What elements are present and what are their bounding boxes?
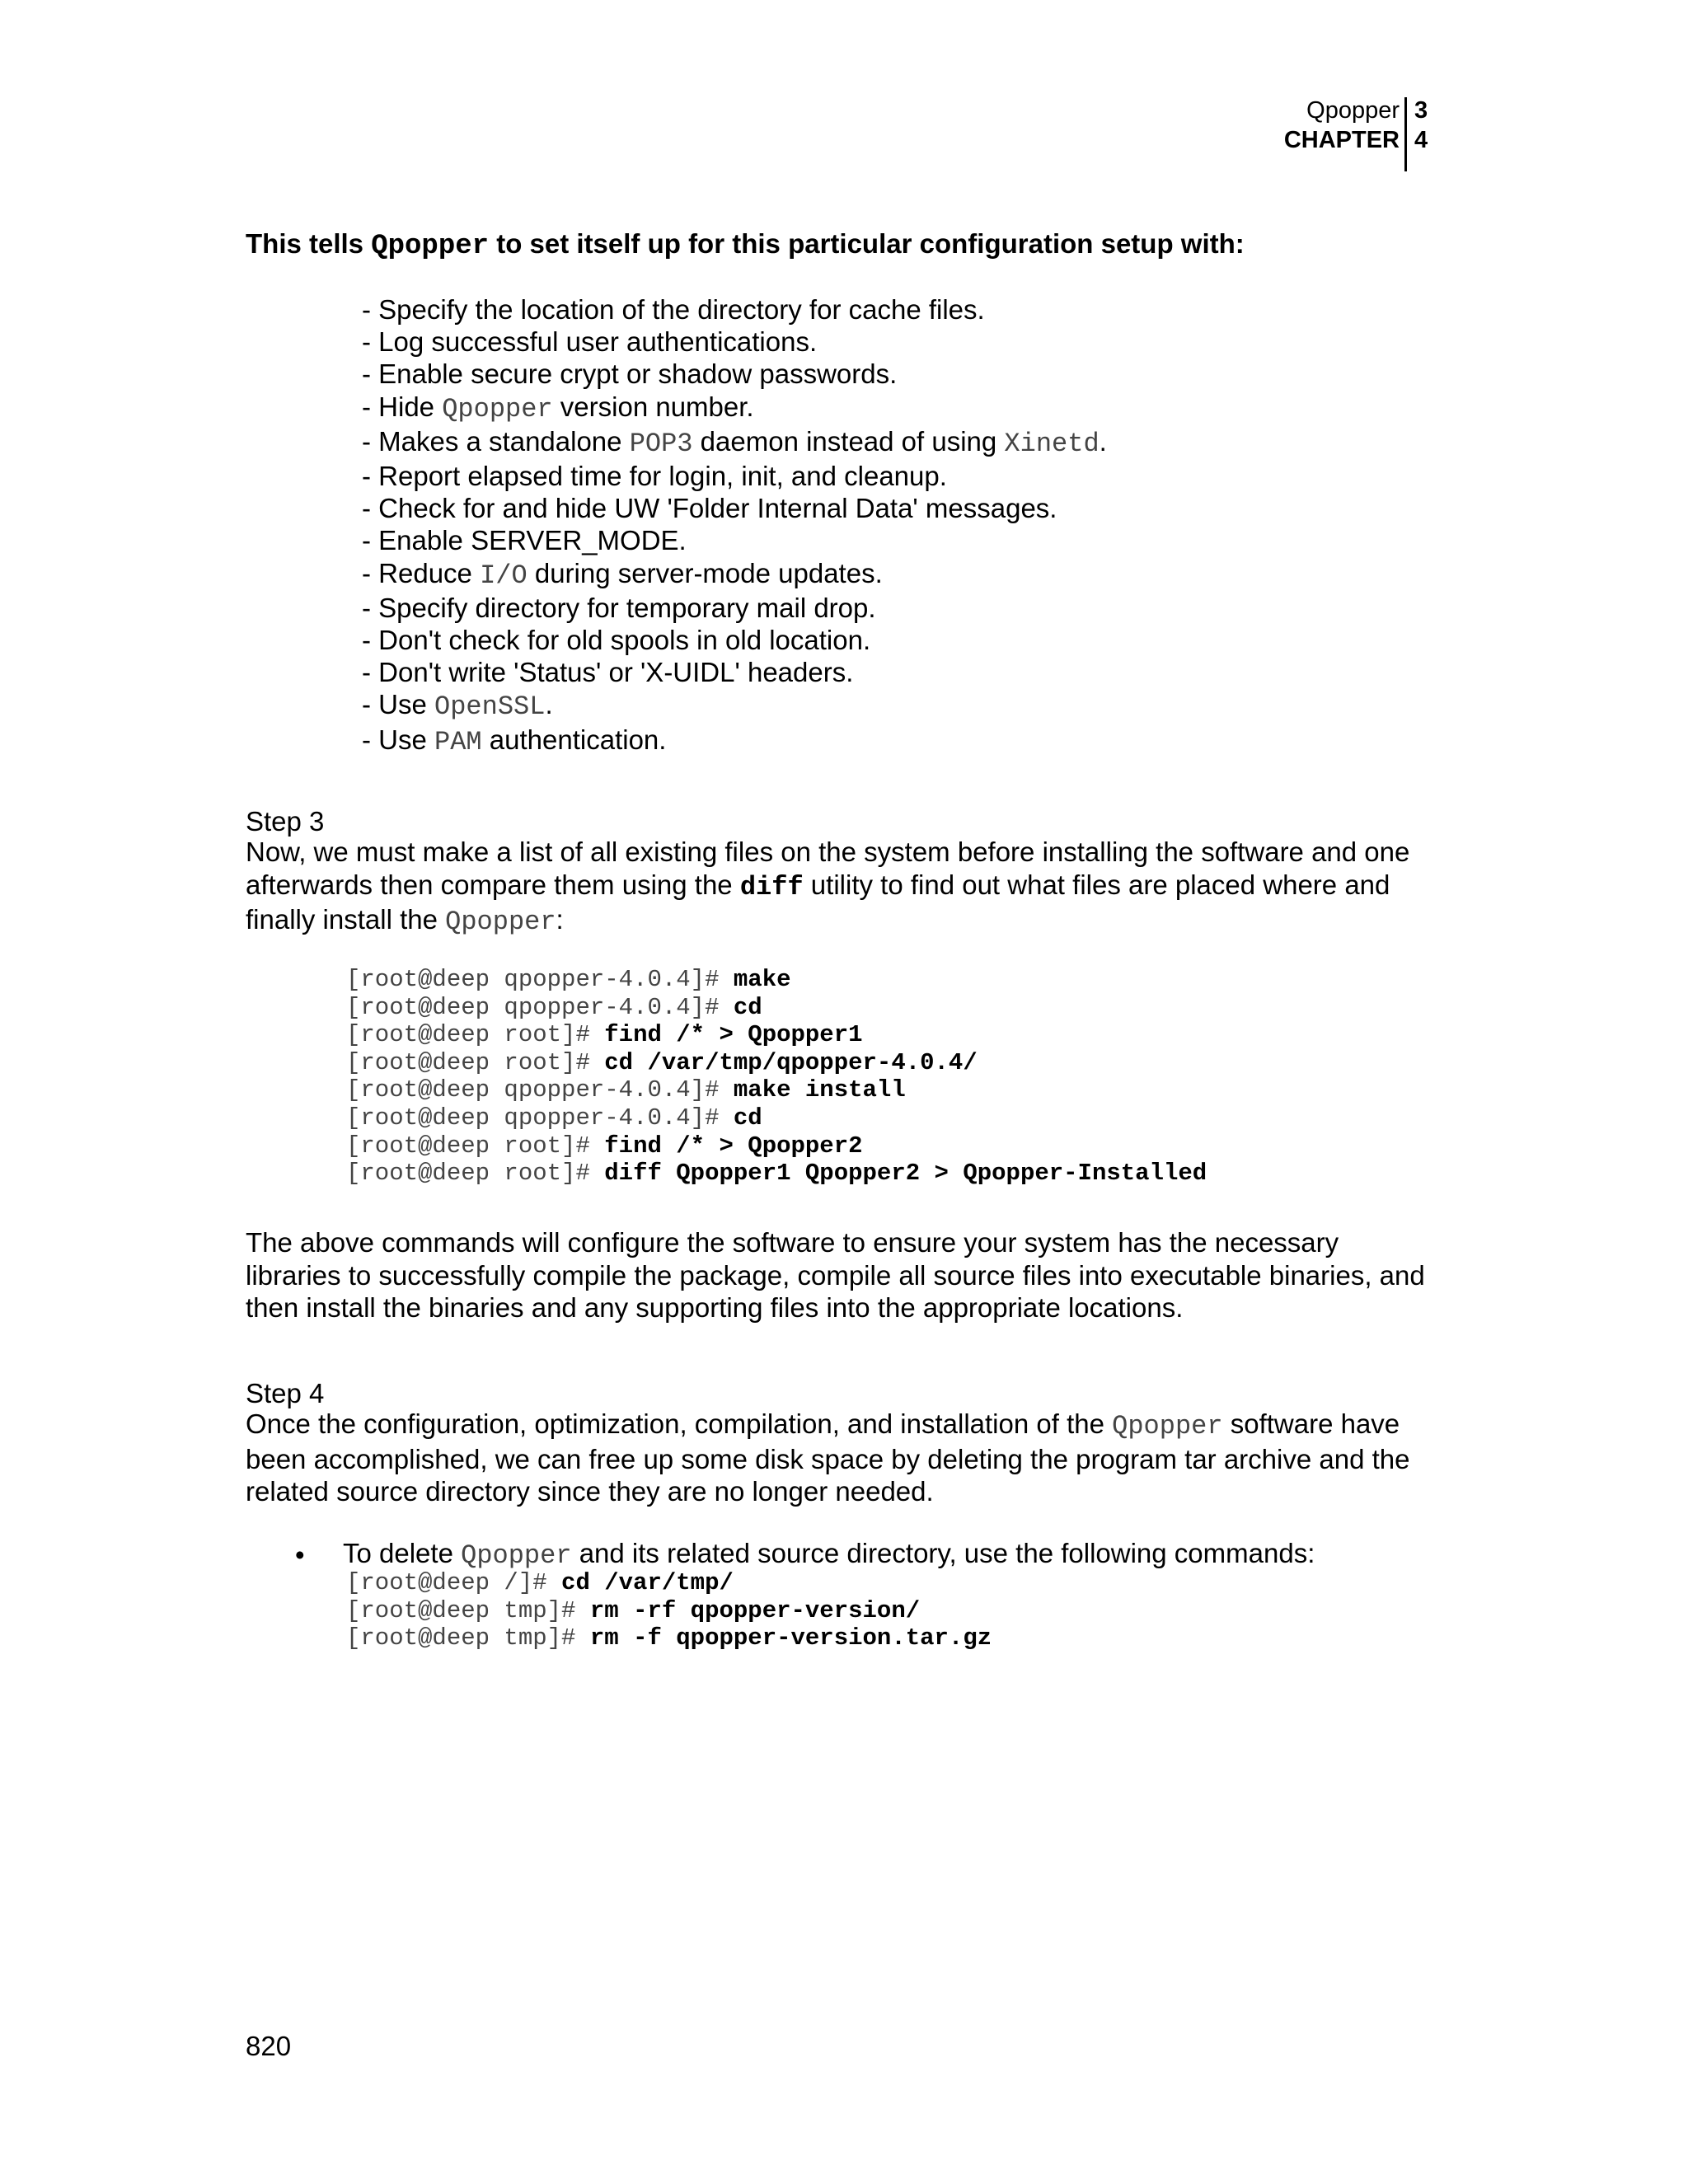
shell-command: cd /var/tmp/qpopper-4.0.4/ [604, 1048, 978, 1076]
config-item-text: . [545, 689, 553, 720]
config-item-text: - Check for and hide UW 'Folder Internal Data' messages. [362, 493, 1057, 524]
chapter-number-bottom: 4 [1414, 127, 1428, 153]
shell-prompt: [root@deep qpopper-4.0.4]# [346, 993, 734, 1021]
shell-prompt: [root@deep root]# [346, 1132, 605, 1160]
step-3-title: Step 3 [246, 806, 325, 837]
config-item-text: daemon instead of using [692, 425, 1005, 457]
config-item-code: PAM [434, 726, 482, 757]
config-item [362, 391, 1107, 425]
shell-prompt: [root@deep root]# [346, 1048, 605, 1076]
config-item-text: - Reduce [362, 557, 481, 588]
delete-text: To delete [343, 1538, 462, 1568]
intro-prefix: This tells [246, 228, 372, 259]
config-item-text: - Use [362, 689, 435, 720]
shell-prompt: [root@deep /]# [346, 1569, 562, 1596]
shell-command: find /* > Qpopper1 [604, 1021, 863, 1049]
config-item-text: authentication. [481, 724, 667, 755]
config-item [362, 326, 1107, 358]
config-item [362, 524, 1107, 556]
step-3-paragraph [246, 836, 1432, 939]
shell-command: make install [733, 1076, 906, 1104]
config-item-code: Qpopper [442, 393, 553, 424]
page-number: 820 [246, 2031, 292, 2061]
config-item [362, 557, 1107, 592]
config-item-text: version number. [552, 391, 754, 422]
config-item-code: I/O [480, 560, 528, 591]
step-3-text: : [556, 904, 564, 935]
intro-heading [246, 228, 1245, 262]
step-3-text: Now, we must make a list of all existing files on the system before installing the software and one afterwards then compare them using the [246, 837, 1410, 900]
shell-prompt: [root@deep qpopper-4.0.4]# [346, 1076, 734, 1104]
config-item [362, 624, 1107, 656]
explain-paragraph: The above commands will configure the software to ensure your system has the necessary libraries to successfully compile the package, compile all source files into executable binaries, and then install the binaries and any supporting files into the appropriate locations. [246, 1227, 1425, 1323]
config-item-text: during server-mode updates. [527, 557, 883, 588]
shell-command: make [733, 966, 791, 993]
step-4-text: Once the configuration, optimization, compilation, and installation of the [246, 1408, 1113, 1439]
config-item [362, 724, 1107, 758]
shell-command: diff Qpopper1 Qpopper2 > Qpopper-Installed [604, 1160, 1207, 1188]
intro-suffix: to set itself up for this particular configuration setup with: [489, 228, 1245, 259]
config-item-text: - Specify directory for temporary mail drop. [362, 592, 876, 623]
shell-command: rm -f qpopper-version.tar.gz [589, 1624, 992, 1652]
config-item [362, 293, 1107, 326]
intro-name: Qpopper [371, 231, 490, 262]
config-item [362, 358, 1107, 390]
header-chapter-label: CHAPTER [1283, 127, 1400, 153]
shell-prompt: [root@deep qpopper-4.0.4]# [346, 1104, 734, 1132]
config-item-text: - Hide [362, 391, 443, 422]
config-item-text: . [1099, 425, 1107, 457]
chapter-number-top: 3 [1414, 97, 1428, 124]
shell-command: cd /var/tmp/ [561, 1569, 734, 1596]
shell-command: find /* > Qpopper2 [604, 1132, 863, 1160]
header-title: Qpopper [1306, 97, 1400, 124]
shell-command: cd [733, 993, 762, 1021]
config-item-code: OpenSSL [434, 691, 546, 723]
config-item-text: - Enable SERVER_MODE. [362, 525, 687, 556]
step-4-name: Qpopper [1112, 1411, 1223, 1441]
config-item [362, 656, 1107, 688]
config-item-text: - Don't check for old spools in old location. [362, 625, 871, 656]
delete-name: Qpopper [461, 1540, 572, 1571]
install-commands [346, 966, 1207, 1188]
shell-prompt: [root@deep qpopper-4.0.4]# [346, 966, 734, 993]
chapter-number [1414, 96, 1428, 155]
step-4-paragraph [246, 1408, 1432, 1508]
config-item-text: - Report elapsed time for login, init, and cleanup. [362, 461, 947, 492]
shell-prompt: [root@deep root]# [346, 1160, 605, 1188]
config-item-text: - Specify the location of the directory for cache files. [362, 294, 985, 325]
config-item-text: - Don't write 'Status' or 'X-UIDL' headers. [362, 657, 854, 688]
step-3-text: utility to find out what files are placed where and finally install the [246, 869, 1390, 935]
config-options-list [362, 293, 1107, 758]
config-item [362, 460, 1107, 492]
config-item-text: - Enable secure crypt or shadow passwords. [362, 359, 898, 390]
bullet-icon: • [295, 1540, 305, 1570]
cleanup-commands [346, 1569, 992, 1652]
config-item-code: Xinetd [1004, 428, 1100, 459]
shell-command: cd [733, 1104, 762, 1132]
step-4-text: software have been accomplished, we can free up some disk space by deleting the program tar archive and the related source directory since they are no longer needed. [246, 1408, 1410, 1507]
running-header [1284, 96, 1400, 155]
config-item [362, 425, 1107, 460]
shell-prompt: [root@deep tmp]# [346, 1596, 590, 1624]
config-item [362, 688, 1107, 723]
config-item [362, 492, 1107, 524]
step-4-title: Step 4 [246, 1378, 325, 1408]
delete-text: and its related source directory, use the following commands: [571, 1538, 1315, 1568]
config-item-text: - Log successful user authentications. [362, 326, 818, 358]
config-item-code: POP3 [629, 428, 693, 459]
header-divider [1404, 97, 1407, 171]
config-item-text: - Makes a standalone [362, 425, 630, 457]
shell-command: rm -rf qpopper-version/ [589, 1596, 921, 1624]
diff-command: diff [739, 871, 804, 902]
shell-prompt: [root@deep root]# [346, 1021, 605, 1049]
config-item [362, 592, 1107, 624]
shell-prompt: [root@deep tmp]# [346, 1624, 590, 1652]
step-3-name: Qpopper [445, 907, 556, 937]
delete-instruction [343, 1538, 1315, 1571]
config-item-text: - Use [362, 724, 435, 755]
